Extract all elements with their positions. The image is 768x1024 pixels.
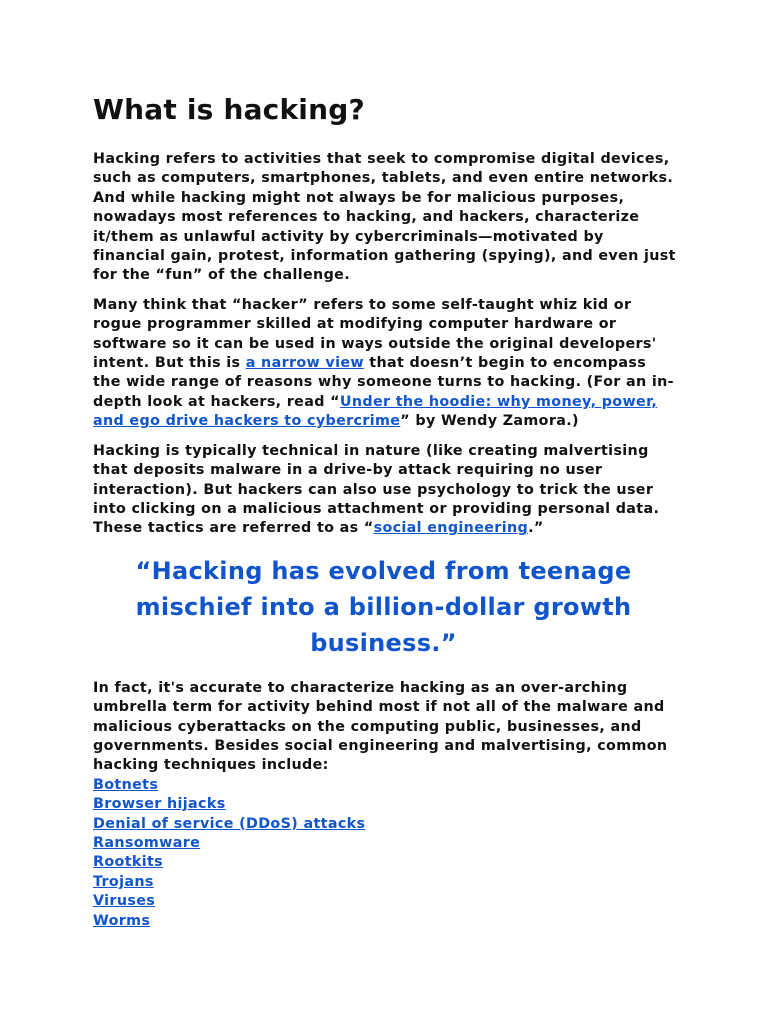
list-item: [93, 795, 678, 814]
technical-nature-paragraph: [93, 442, 678, 539]
intro-paragraph: Hacking refers to activities that seek to compromise digital devices, such as computers, smartphones, tablets, and even entire networks. And while hacking might not always be for malicious purposes, nowadays most references to hacking, and hackers, characterize it/them as unlawful activity by cybercriminals—motivated by financial gain, protest, information gathering (spying), and even just for the “fun” of the challenge.: [93, 151, 676, 284]
paragraph-text: ” by Wendy Zamora.): [400, 413, 579, 430]
list-item: [93, 853, 678, 872]
botnets-link[interactable]: Botnets: [93, 776, 159, 793]
list-item: [93, 912, 678, 931]
document-page: [93, 92, 678, 931]
list-item: [93, 834, 678, 853]
viruses-link[interactable]: Viruses: [93, 893, 156, 910]
techniques-list: [93, 776, 678, 931]
techniques-intro-paragraph: In fact, it's accurate to characterize hacking as an over-arching umbrella term for activity behind most if not all of the malware and malicious cyberattacks on the computing public, businesses, and governments. Besides social engineering and malvertising, common hacking techniques include:: [93, 679, 668, 774]
narrow-view-link[interactable]: a narrow view: [245, 355, 364, 372]
rootkits-link[interactable]: Rootkits: [93, 854, 164, 871]
social-engineering-link[interactable]: social engineering: [373, 520, 529, 537]
paragraph-text: .”: [528, 520, 544, 537]
hacker-definition-paragraph: [93, 296, 678, 432]
pull-quote: “Hacking has evolved from teenage mischief into a billion-dollar growth business.”: [135, 556, 632, 657]
list-item: [93, 892, 678, 911]
list-item: [93, 873, 678, 892]
under-the-hoodie-link[interactable]: Under the hoodie: why money, power, and ego drive hackers to cybercrime: [93, 393, 658, 430]
page-title: What is hacking?: [93, 93, 365, 126]
paragraph-text: Many think that “hacker” refers to some self-taught whiz kid or rogue programmer skilled at modifying computer hardware or software so it can be used in ways outside the original developers' intent. But this is: [93, 296, 657, 372]
worms-link[interactable]: Worms: [93, 912, 151, 929]
paragraph-text: Hacking is typically technical in nature (like creating malvertising that deposits malware in a drive-by attack requiring no user interaction). But hackers can also use psychology to trick the user into clicking on a malicious attachment or providing personal data. These tactics are referred to as “: [93, 442, 660, 537]
ddos-attacks-link[interactable]: Denial of service (DDoS) attacks: [93, 815, 366, 832]
paragraph-text: that doesn’t begin to encompass the wide range of reasons why someone turns to hacking. (For an in-depth look at hackers, read “: [93, 355, 674, 410]
list-item: [93, 815, 678, 834]
list-item: [93, 776, 678, 795]
browser-hijacks-link[interactable]: Browser hijacks: [93, 796, 226, 813]
ransomware-link[interactable]: Ransomware: [93, 834, 201, 851]
trojans-link[interactable]: Trojans: [93, 873, 154, 890]
